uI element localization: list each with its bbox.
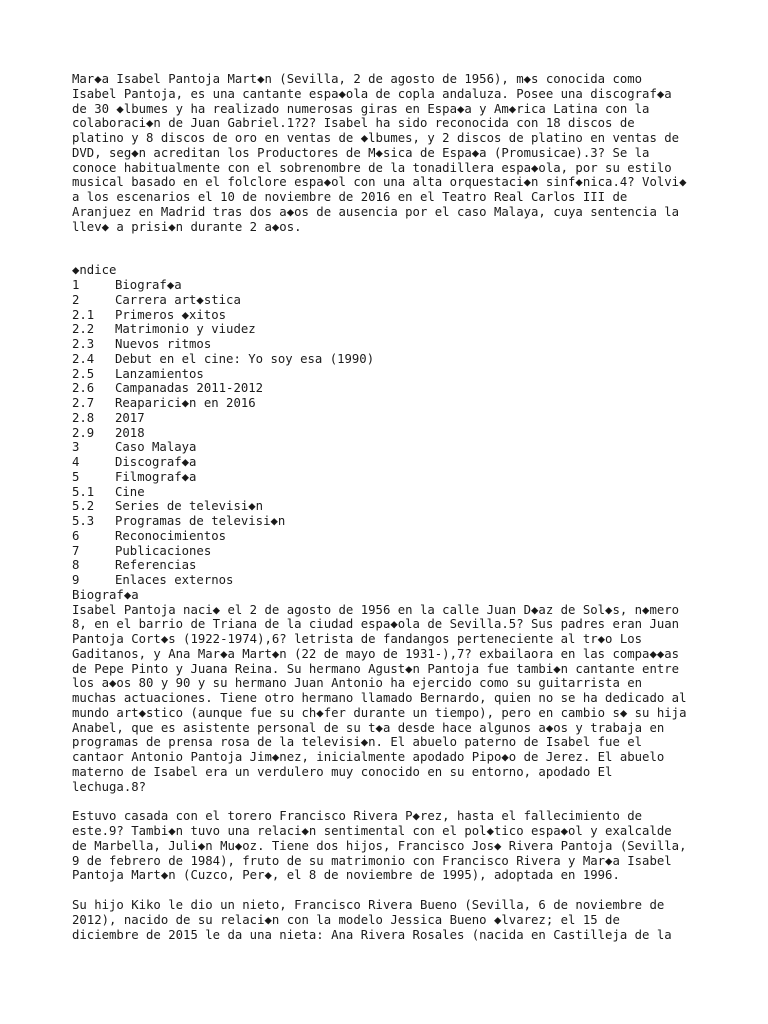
toc-item-label: Nuevos ritmos [115,337,212,351]
toc-item-label: 2018 [115,425,145,440]
biography-section [72,588,728,943]
biography-paragraph-2: Estuvo casada con el torero Francisco Rivera P◆rez, hasta el fallecimiento de este.9? Tambi◆n tuvo una relaci◆n sentimental con el pol◆tico espa◆ol y exalcalde de Marbella, Juli◆n Mu◆oz. Tiene dos hijos, Francisco Jos◆ Rivera Pantoja (Sevilla, 9 de febrero de 1984), fruto de su matrimonio con Francisco Rivera y Mar◆a Isabel Pantoja Mart◆n (Cuzco, Per◆, el 8 de noviembre de 1995), adoptada en 1996. [72,809,687,883]
toc-item-label: Carrera art◆stica [115,292,241,307]
toc-item-number: 2.2 [72,322,95,337]
toc-item [72,426,728,441]
toc-item [72,293,728,308]
section-heading: Biograf◆a [72,587,139,602]
toc-item [72,308,728,323]
toc-item [72,499,728,514]
toc-item-label: Reconocimientos [115,528,227,543]
toc-item-number: 6 [72,528,80,543]
toc-item [72,278,728,293]
toc-item [72,455,728,470]
toc-item [72,396,728,411]
toc-item [72,352,728,367]
spacer [72,883,728,898]
toc-item-number: 9 [72,573,80,587]
toc-heading: ◆ndice [72,263,117,278]
toc-item-number: 3 [72,440,80,455]
toc-item [72,470,728,485]
toc-item-label: Lanzamientos [115,366,204,381]
toc-item-label: Enlaces externos [115,573,234,587]
toc-item-number: 2.9 [72,425,95,440]
toc-item-label: Debut en el cine: Yo soy esa (1990) [115,351,375,366]
toc-item-number: 5 [72,469,80,484]
toc-item-number: 5.3 [72,514,95,528]
toc-item-number: 7 [72,543,80,558]
toc-item-label: Publicaciones [115,543,212,558]
table-of-contents [72,263,728,588]
spacer [72,794,728,809]
toc-item-number: 2 [72,292,80,307]
toc-item [72,529,728,544]
toc-item [72,558,728,573]
toc-item-number: 2.7 [72,396,95,410]
toc-item [72,544,728,559]
toc-item-label: Cine [115,484,145,499]
biography-paragraph-3: Su hijo Kiko le dio un nieto, Francisco Rivera Bueno (Sevilla, 6 de noviembre de 2012), nacido de su relaci◆n con la modelo Jessica Bueno ◆lvarez; el 15 de diciembre de 2015 le da una nieta: Ana Rivera Rosales (nacida en Castilleja de la [72,898,672,942]
toc-item-label: Campanadas 2011-2012 [115,381,264,396]
toc-item-number: 8 [72,558,80,573]
toc-item [72,440,728,455]
toc-item [72,322,728,337]
toc-item-number: 5.1 [72,484,95,499]
toc-item-number: 2.6 [72,381,95,396]
intro-paragraph: Mar◆a Isabel Pantoja Mart◆n (Sevilla, 2 de agosto de 1956), m◆s conocida como Isabel Pantoja, es una cantante espa◆ola de copla andaluza. Posee una discograf◆a de 30 ◆lbumes y ha realizado numerosas giras en Espa◆a y Am◆rica Latina con la colaboraci◆n de Juan Gabriel.1?2? Isabel ha sido reconocida con 18 discos de platino y 8 discos de oro en ventas de ◆lbumes, y 2 discos de platino en ventas de DVD, seg◆n acreditan los Productores de M◆sica de Espa◆a (Promusicae).3? Se la conoce habitualmente con el sobrenombre de la tonadillera espa◆ola, por su estilo musical basado en el folclore espa◆ol con una alta orquestaci◆n sinf◆nica.4? Volvi◆ a los escenarios el 10 de noviembre de 2016 en el Teatro Real Carlos III de Aranjuez en Madrid tras dos a◆os de ausencia por el caso Malaya, cuya sentencia la llev◆ a prisi◆n durante 2 a◆os. [72,72,687,234]
toc-item-number: 2.4 [72,351,95,366]
toc-item [72,485,728,500]
toc-item [72,514,728,529]
toc-item-label: Filmograf◆a [115,469,197,484]
toc-item-number: 1 [72,278,80,292]
toc-item [72,337,728,352]
toc-item-number: 2.8 [72,410,95,425]
toc-item-label: Series de televisi◆n [115,499,264,514]
toc-item-number: 5.2 [72,499,95,514]
toc-item [72,573,728,588]
spacer [72,234,728,263]
toc-item-label: Reaparici◆n en 2016 [115,396,256,410]
toc-item [72,411,728,426]
toc-item-label: Biograf◆a [115,278,182,292]
toc-item-label: Referencias [115,558,197,573]
toc-item [72,367,728,382]
toc-item-label: 2017 [115,410,145,425]
biography-paragraph-1: Isabel Pantoja naci◆ el 2 de agosto de 1956 en la calle Juan D◆az de Sol◆s, n◆mero 8, en el barrio de Triana de la ciudad espa◆ola de Sevilla.5? Sus padres eran Juan Pantoja Cort◆s (1922-1974),6? letrista de fandangos perteneciente al tr◆o Los Gaditanos, y Ana Mar◆a Mart◆n (22 de mayo de 1931-),7? exbailaora en las compa◆◆as de Pepe Pinto y Juana Reina. Su hermano Agust◆n Pantoja fue tambi◆n cantante entre los a◆os 80 y 90 y su hermano Juan Antonio ha ejercido como su guitarrista en muchas actuaciones. Tiene otro hermano llamado Bernardo, quien no se ha dedicado al mundo art◆stico (aunque fue su ch◆fer durante un tiempo), pero en cambio s◆ su hija Anabel, que es asistente personal de su t◆a desde hace algunos a◆os y trabaja en programas de prensa rosa de la televisi◆n. El abuelo paterno de Isabel fue el cantaor Antonio Pantoja Jim◆nez, inicialmente apodado Pipo◆o de Jerez. El abuelo materno de Isabel era un verdulero muy conocido en su entorno, apodado El lechuga.8? [72,602,687,794]
toc-item-label: Programas de televisi◆n [115,514,286,528]
toc-item [72,381,728,396]
toc-item-number: 2.1 [72,307,95,322]
toc-item-label: Matrimonio y viudez [115,322,256,337]
toc-item-label: Discograf◆a [115,455,197,469]
toc-list [72,278,728,588]
toc-item-label: Caso Malaya [115,440,197,455]
toc-item-number: 2.3 [72,337,95,351]
toc-item-label: Primeros ◆xitos [115,307,227,322]
toc-item-number: 2.5 [72,366,95,381]
toc-item-number: 4 [72,455,80,469]
